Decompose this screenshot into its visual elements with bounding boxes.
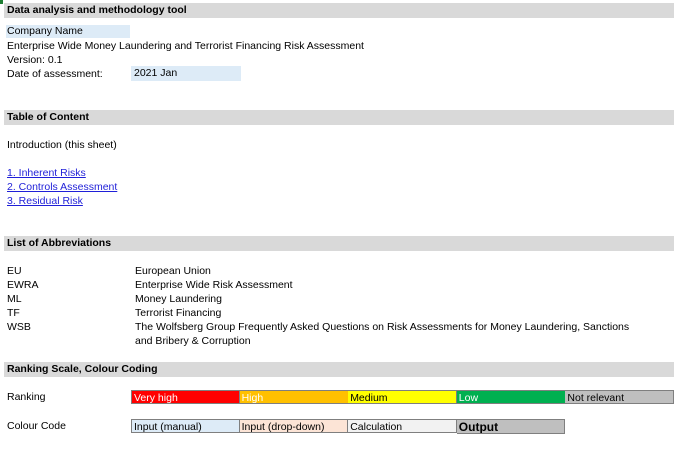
toc-link-residual-risk[interactable]: 3. Residual Risk	[7, 195, 83, 207]
abbr-meaning-continued: and Bribery & Corruption	[135, 335, 251, 347]
cell-selection-marker	[0, 0, 3, 4]
ranking-level-cell: Not relevant	[565, 390, 674, 404]
section-header-tool: Data analysis and methodology tool	[4, 3, 674, 18]
version-text: Version: 0.1	[7, 54, 63, 66]
colour-code-label: Colour Code	[7, 420, 66, 432]
company-name-cell[interactable]: Company Name	[6, 25, 130, 38]
section-header-ranking: Ranking Scale, Colour Coding	[4, 362, 674, 377]
date-value-cell[interactable]: 2021 Jan	[131, 66, 241, 81]
ranking-level-cell: Low	[457, 390, 566, 404]
abbr-meaning: Enterprise Wide Risk Assessment	[135, 279, 293, 291]
toc-intro: Introduction (this sheet)	[7, 139, 117, 151]
assessment-title: Enterprise Wide Money Laundering and Terrorist Financing Risk Assessment	[7, 40, 364, 52]
section-header-toc: Table of Content	[4, 110, 674, 125]
abbr-meaning: The Wolfsberg Group Frequently Asked Questions on Risk Assessments for Money Laundering, Sanctions	[135, 321, 630, 333]
ranking-label: Ranking	[7, 391, 46, 403]
ranking-level-cell: Medium	[348, 390, 457, 404]
date-label: Date of assessment:	[7, 68, 103, 80]
toc-link-controls-assessment[interactable]: 2. Controls Assessment	[7, 181, 118, 193]
section-header-abbreviations: List of Abbreviations	[4, 236, 674, 251]
colour-code-cell: Input (manual)	[131, 419, 240, 433]
abbr-term: ML	[7, 293, 22, 305]
abbr-term: EWRA	[7, 279, 39, 291]
colour-code-cell: Input (drop-down)	[240, 419, 349, 433]
colour-code-cell: Calculation	[348, 419, 457, 433]
colour-code-cell: Output	[457, 419, 566, 434]
abbr-meaning: European Union	[135, 265, 211, 277]
ranking-level-cell: High	[240, 390, 349, 404]
ranking-level-cell: Very high	[131, 390, 240, 404]
abbr-meaning: Terrorist Financing	[135, 307, 222, 319]
abbr-term: TF	[7, 307, 20, 319]
abbr-meaning: Money Laundering	[135, 293, 222, 305]
abbr-term: WSB	[7, 321, 31, 333]
toc-link-inherent-risks[interactable]: 1. Inherent Risks	[7, 167, 86, 179]
abbr-term: EU	[7, 265, 22, 277]
